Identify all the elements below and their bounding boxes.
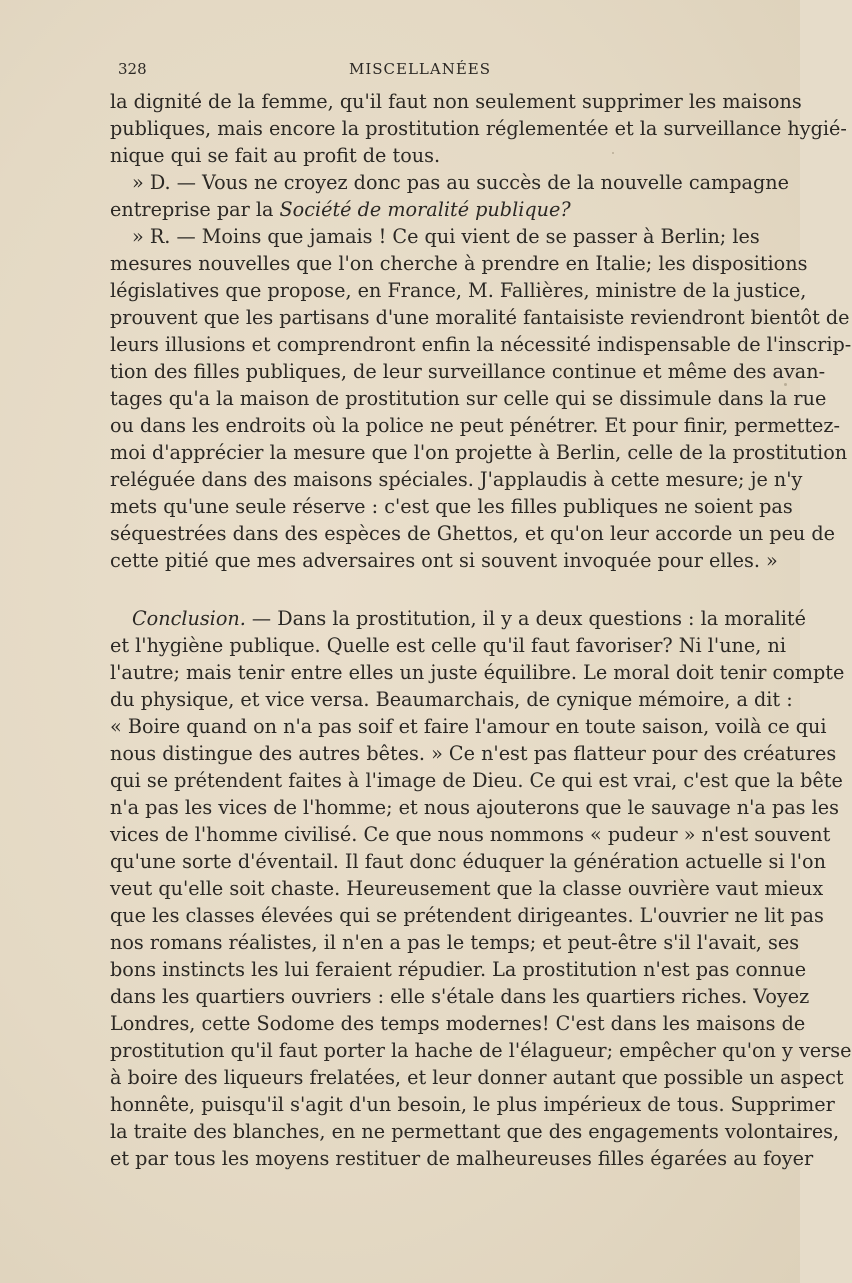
text-line: » R. — Moins que jamais ! Ce qui vient de se passer à Berlin; les — [132, 225, 760, 248]
text-line: mets qu'une seule réserve : c'est que les filles publiques ne soient pas — [110, 495, 793, 518]
text-line: prouvent que les partisans d'une moralité fantaisiste reviendront bientôt de — [110, 306, 850, 329]
text-line: bons instincts les lui feraient répudier. La prostitution n'est pas connue — [110, 958, 807, 981]
text-line: mesures nouvelles que l'on cherche à prendre en Italie; les dispositions — [110, 252, 808, 275]
paragraph — [110, 88, 847, 169]
page-number: 328 — [118, 60, 147, 78]
text-line — [110, 605, 806, 632]
body-text — [110, 88, 852, 1172]
text-line: nos romans réalistes, il n'en a pas le temps; et peut-être s'il l'avait, ses — [110, 931, 800, 954]
text-line: qui se prétendent faites à l'image de Dieu. Ce qui est vrai, c'est que la bête — [110, 769, 843, 792]
text-line: nous distingue des autres bêtes. » Ce n'est pas flatteur pour des créatures — [110, 742, 837, 765]
text-line: reléguée dans des maisons spéciales. J'applaudis à cette mesure; je n'y — [110, 468, 803, 491]
text-line: vices de l'homme civilisé. Ce que nous nommons « pudeur » n'est souvent — [110, 823, 831, 846]
text-line: tion des filles publiques, de leur surveillance continue et même des avan- — [110, 360, 826, 383]
text-line: ou dans les endroits où la police ne peut pénétrer. Et pour finir, permettez- — [110, 414, 841, 437]
text-line: Londres, cette Sodome des temps modernes! C'est dans les maisons de — [110, 1012, 806, 1035]
paper-speck — [784, 383, 787, 386]
section-gap — [110, 574, 730, 605]
text-line: que les classes élevées qui se prétendent dirigeantes. L'ouvrier ne lit pas — [110, 904, 824, 927]
text-line: nique qui se fait au profit de tous. — [110, 144, 441, 167]
text-line: dans les quartiers ouvriers : elle s'étale dans les quartiers riches. Voyez — [110, 985, 810, 1008]
paragraph — [110, 223, 852, 574]
text-line: du physique, et vice versa. Beaumarchais, de cynique mémoire, a dit : — [110, 688, 793, 711]
text-line: qu'une sorte d'éventail. Il faut donc éduquer la génération actuelle si l'on — [110, 850, 826, 873]
text-line: et l'hygiène publique. Quelle est celle qu'il faut favoriser? Ni l'une, ni — [110, 634, 786, 657]
text-line — [110, 196, 730, 223]
text-line: » D. — Vous ne croyez donc pas au succès de la nouvelle campagne — [132, 171, 789, 194]
text-fragment: — Dans la prostitution, il y a deux questions : la moralité — [245, 607, 806, 630]
text-line: veut qu'elle soit chaste. Heureusement que la classe ouvrière vaut mieux — [110, 877, 824, 900]
text-line: la traite des blanches, en ne permettant que des engagements volontaires, — [110, 1120, 840, 1143]
text-line: moi d'apprécier la mesure que l'on projette à Berlin, celle de la prostitution — [110, 441, 848, 464]
text-line: tages qu'a la maison de prostitution sur celle qui se dissimule dans la rue — [110, 387, 827, 410]
text-line: législatives que propose, en France, M. Fallières, ministre de la justice, — [110, 279, 807, 302]
paragraph — [110, 605, 852, 1172]
text-line: la dignité de la femme, qu'il faut non seulement supprimer les maisons — [110, 90, 802, 113]
text-line: publiques, mais encore la prostitution réglementée et la surveillance hygié- — [110, 117, 847, 140]
society-name-italic: Société de moralité publique? — [279, 198, 571, 221]
text-line: n'a pas les vices de l'homme; et nous ajouterons que le sauvage n'a pas les — [110, 796, 839, 819]
text-line: prostitution qu'il faut porter la hache de l'élagueur; empêcher qu'on y verse — [110, 1039, 852, 1062]
paragraph — [110, 169, 789, 223]
text-line: à boire des liqueurs frelatées, et leur donner autant que possible un aspect — [110, 1066, 844, 1089]
text-line: cette pitié que mes adversaires ont si souvent invoquée pour elles. » — [110, 549, 778, 572]
text-line: séquestrées dans des espèces de Ghettos, et qu'on leur accorde un peu de — [110, 522, 836, 545]
conclusion-heading: Conclusion. — [132, 607, 246, 630]
running-header — [110, 60, 730, 84]
text-line: honnête, puisqu'il s'agit d'un besoin, le plus impérieux de tous. Supprimer — [110, 1093, 835, 1116]
running-title: MISCELLANÉES — [348, 60, 492, 78]
text-line: et par tous les moyens restituer de malheureuses filles égarées au foyer — [110, 1147, 814, 1170]
text-line: leurs illusions et comprendront enfin la nécessité indispensable de l'inscrip- — [110, 333, 852, 356]
text-line: « Boire quand on n'a pas soif et faire l'amour en toute saison, voilà ce qui — [110, 715, 827, 738]
text-fragment: entreprise par la — [110, 198, 280, 221]
text-line: l'autre; mais tenir entre elles un juste équilibre. Le moral doit tenir compte — [110, 661, 845, 684]
